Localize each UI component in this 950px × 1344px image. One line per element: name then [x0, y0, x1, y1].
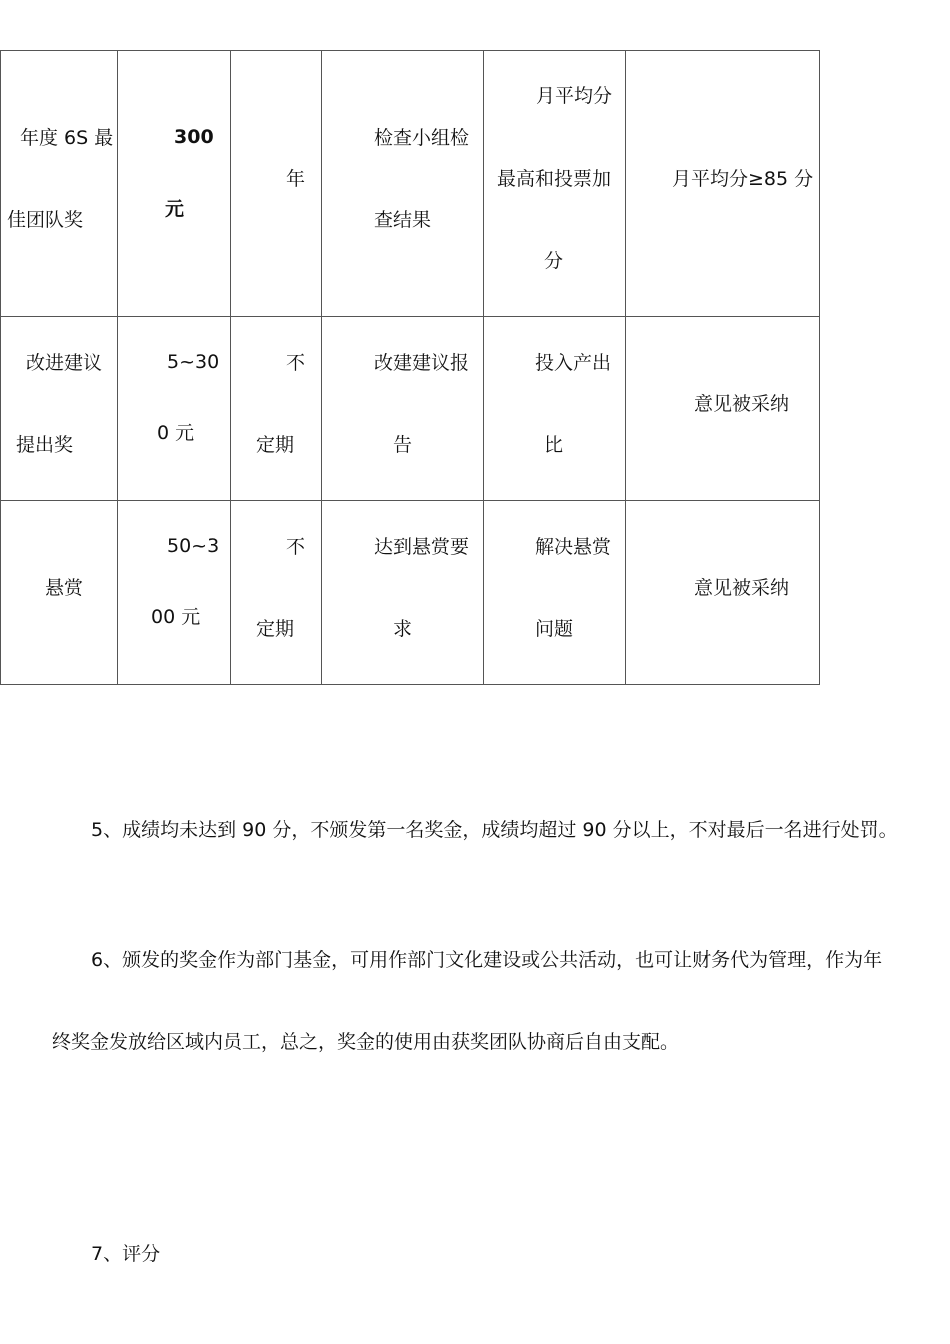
award-amount-text: 元 [165, 198, 185, 220]
award-method-cell [484, 501, 626, 685]
paragraph-5: 5、成绩均未达到 90 分，不颁发第一名奖金，成绩均超过 90 分以上，不对最后一名进行处罚。 [91, 819, 898, 841]
award-name-text: 年度 6S 最 [20, 127, 114, 149]
award-basis-text: 求 [393, 618, 413, 640]
award-basis-text: 达到悬赏要 [374, 536, 470, 558]
award-method-text: 最高和投票加 [497, 168, 612, 190]
award-period-cell [231, 317, 322, 501]
award-basis-cell [322, 317, 484, 501]
award-condition-cell [626, 51, 820, 317]
award-amount-cell [118, 501, 231, 685]
award-name-text: 提出奖 [16, 434, 74, 456]
award-basis-text: 改建建议报 [374, 352, 470, 374]
award-name-cell [1, 501, 118, 685]
award-method-cell [484, 317, 626, 501]
award-period-text: 不 [286, 536, 306, 558]
award-name-text: 改进建议 [26, 352, 103, 374]
award-condition-text: 月平均分≥85 分 [672, 168, 814, 190]
award-period-cell [231, 501, 322, 685]
award-method-text: 解决悬赏 [535, 536, 612, 558]
award-condition-cell [626, 317, 820, 501]
award-method-text: 分 [544, 250, 564, 272]
award-method-text: 月平均分 [536, 85, 613, 107]
award-amount-text: 5~30 [167, 351, 220, 373]
award-amount-text: 50~3 [167, 535, 220, 557]
award-basis-cell [322, 51, 484, 317]
award-amount-text: 300 [174, 126, 214, 148]
award-basis-text: 检查小组检 [374, 127, 470, 149]
paragraph-6-line-1: 6、颁发的奖金作为部门基金，可用作部门文化建设或公共活动，也可让财务代为管理，作为年 [91, 949, 883, 971]
award-basis-text: 告 [393, 434, 413, 456]
award-period-text: 定期 [256, 618, 295, 640]
award-method-text: 投入产出 [535, 352, 612, 374]
award-condition-cell [626, 501, 820, 685]
award-condition-text: 意见被采纳 [694, 393, 790, 415]
award-amount-text: 0 元 [157, 422, 195, 444]
award-name-cell [1, 317, 118, 501]
paragraph-7-heading: 7、评分 [91, 1243, 161, 1265]
table-row [1, 501, 820, 685]
award-period-text: 年 [286, 168, 306, 190]
award-basis-cell [322, 501, 484, 685]
award-table [0, 50, 820, 685]
award-period-text: 不 [286, 352, 306, 374]
award-period-cell [231, 51, 322, 317]
table-row [1, 51, 820, 317]
table-row [1, 317, 820, 501]
award-period-text: 定期 [256, 434, 295, 456]
award-amount-cell [118, 51, 231, 317]
award-method-cell [484, 51, 626, 317]
paragraph-6-line-2: 终奖金发放给区域内员工，总之，奖金的使用由获奖团队协商后自由支配。 [52, 1031, 680, 1053]
award-name-text: 悬赏 [45, 577, 84, 599]
award-name-cell [1, 51, 118, 317]
award-method-text: 问题 [535, 618, 574, 640]
award-amount-text: 00 元 [151, 606, 201, 628]
award-condition-text: 意见被采纳 [694, 577, 790, 599]
award-name-text: 佳团队奖 [7, 209, 84, 231]
award-amount-cell [118, 317, 231, 501]
award-basis-text: 查结果 [374, 209, 432, 231]
award-method-text: 比 [544, 434, 564, 456]
